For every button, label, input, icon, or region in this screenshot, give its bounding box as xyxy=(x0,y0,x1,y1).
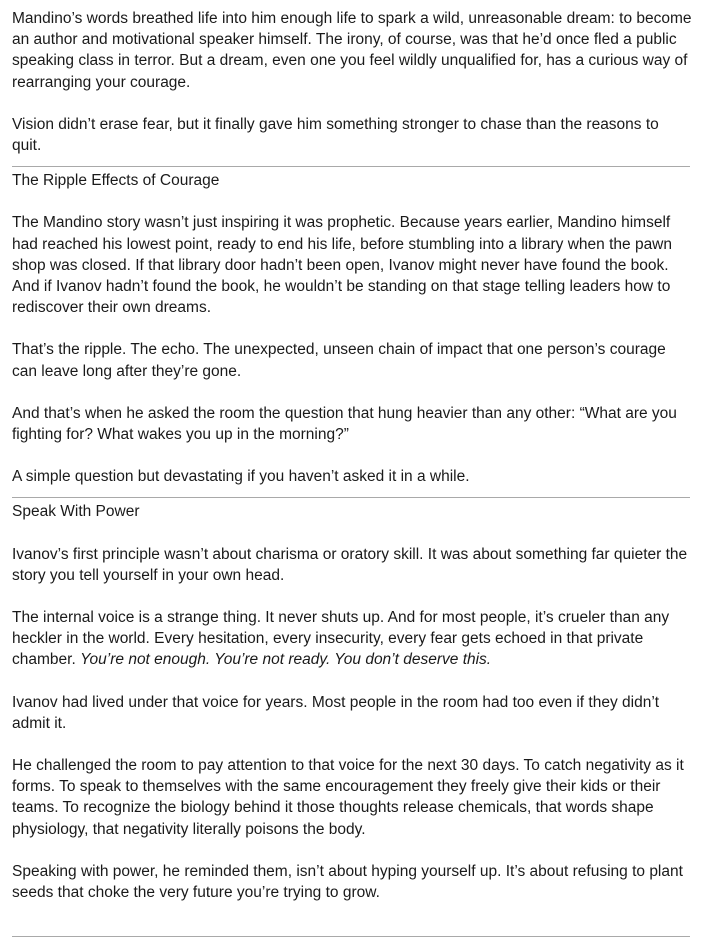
speak-paragraph-4: He challenged the room to pay attention to that voice for the next 30 days. To catch negativity as it forms. To speak to themselves with the same encouragement they freely give their kids or their teams. To recognize the biology behind it those thoughts release chemicals, that words shape physiology, that negativity literally poisons the body. xyxy=(12,757,684,838)
intro-paragraph-2: Vision didn’t erase fear, but it finally gave him something stronger to chase than the reasons to quit. xyxy=(12,115,659,155)
speak-paragraph-3: Ivanov had lived under that voice for years. Most people in the room had too even if they didn’t admit it. xyxy=(12,693,660,732)
section-divider xyxy=(12,497,690,498)
ripple-paragraph-1: The Mandino story wasn’t just inspiring it was prophetic. Because years earlier, Mandino himself had reached his lowest point, ready to end his life, before stumbling into a library when the pawn shop was closed. If that library door hadn’t been open, Ivanov might never have found the book. And if Ivanov hadn’t found the book, he wouldn’t be standing on that stage telling leaders how to rediscover their own dreams. xyxy=(12,214,672,317)
speak-paragraph-1: Ivanov’s first principle wasn’t about charisma or oratory skill. It was about something far quieter the story you tell yourself in your own head. xyxy=(12,545,688,584)
section-divider-bottom xyxy=(12,936,690,937)
section-heading-ripple: The Ripple Effects of Courage xyxy=(12,172,220,190)
intro-paragraph-1: Mandino’s words breathed life into him enough life to spark a wild, unreasonable dream: to become an author and motivational speaker himself. The irony, of course, was that he’d once fled a public speaking class in terror. But a dream, even one you feel wildly unqualified for, has a curious way of rearranging your courage. xyxy=(12,10,692,91)
section-divider xyxy=(12,166,690,167)
speak-paragraph-2-text: The internal voice is a strange thing. It never shuts up. And for most people, it’s crueler than any heckler in the world. Every hesitation, every insecurity, every fear gets echoed in that private chamber. xyxy=(12,609,670,669)
ripple-paragraph-2: That’s the ripple. The echo. The unexpected, unseen chain of impact that one person’s courage can leave long after they’re gone. xyxy=(12,341,666,380)
section-heading-speak: Speak With Power xyxy=(12,503,140,521)
speak-paragraph-5: Speaking with power, he reminded them, isn’t about hyping yourself up. It’s about refusing to plant seeds that choke the very future you’re trying to grow. xyxy=(12,862,683,902)
speak-paragraph-2 xyxy=(12,607,692,671)
ripple-paragraph-4: A simple question but devastating if you haven’t asked it in a while. xyxy=(12,468,470,486)
speak-paragraph-2-italic: You’re not enough. You’re not ready. You don’t deserve this. xyxy=(80,651,492,669)
article-body xyxy=(12,8,692,913)
ripple-paragraph-3: And that’s when he asked the room the question that hung heavier than any other: “What are you fighting for? What wakes you up in the morning?” xyxy=(12,404,677,444)
